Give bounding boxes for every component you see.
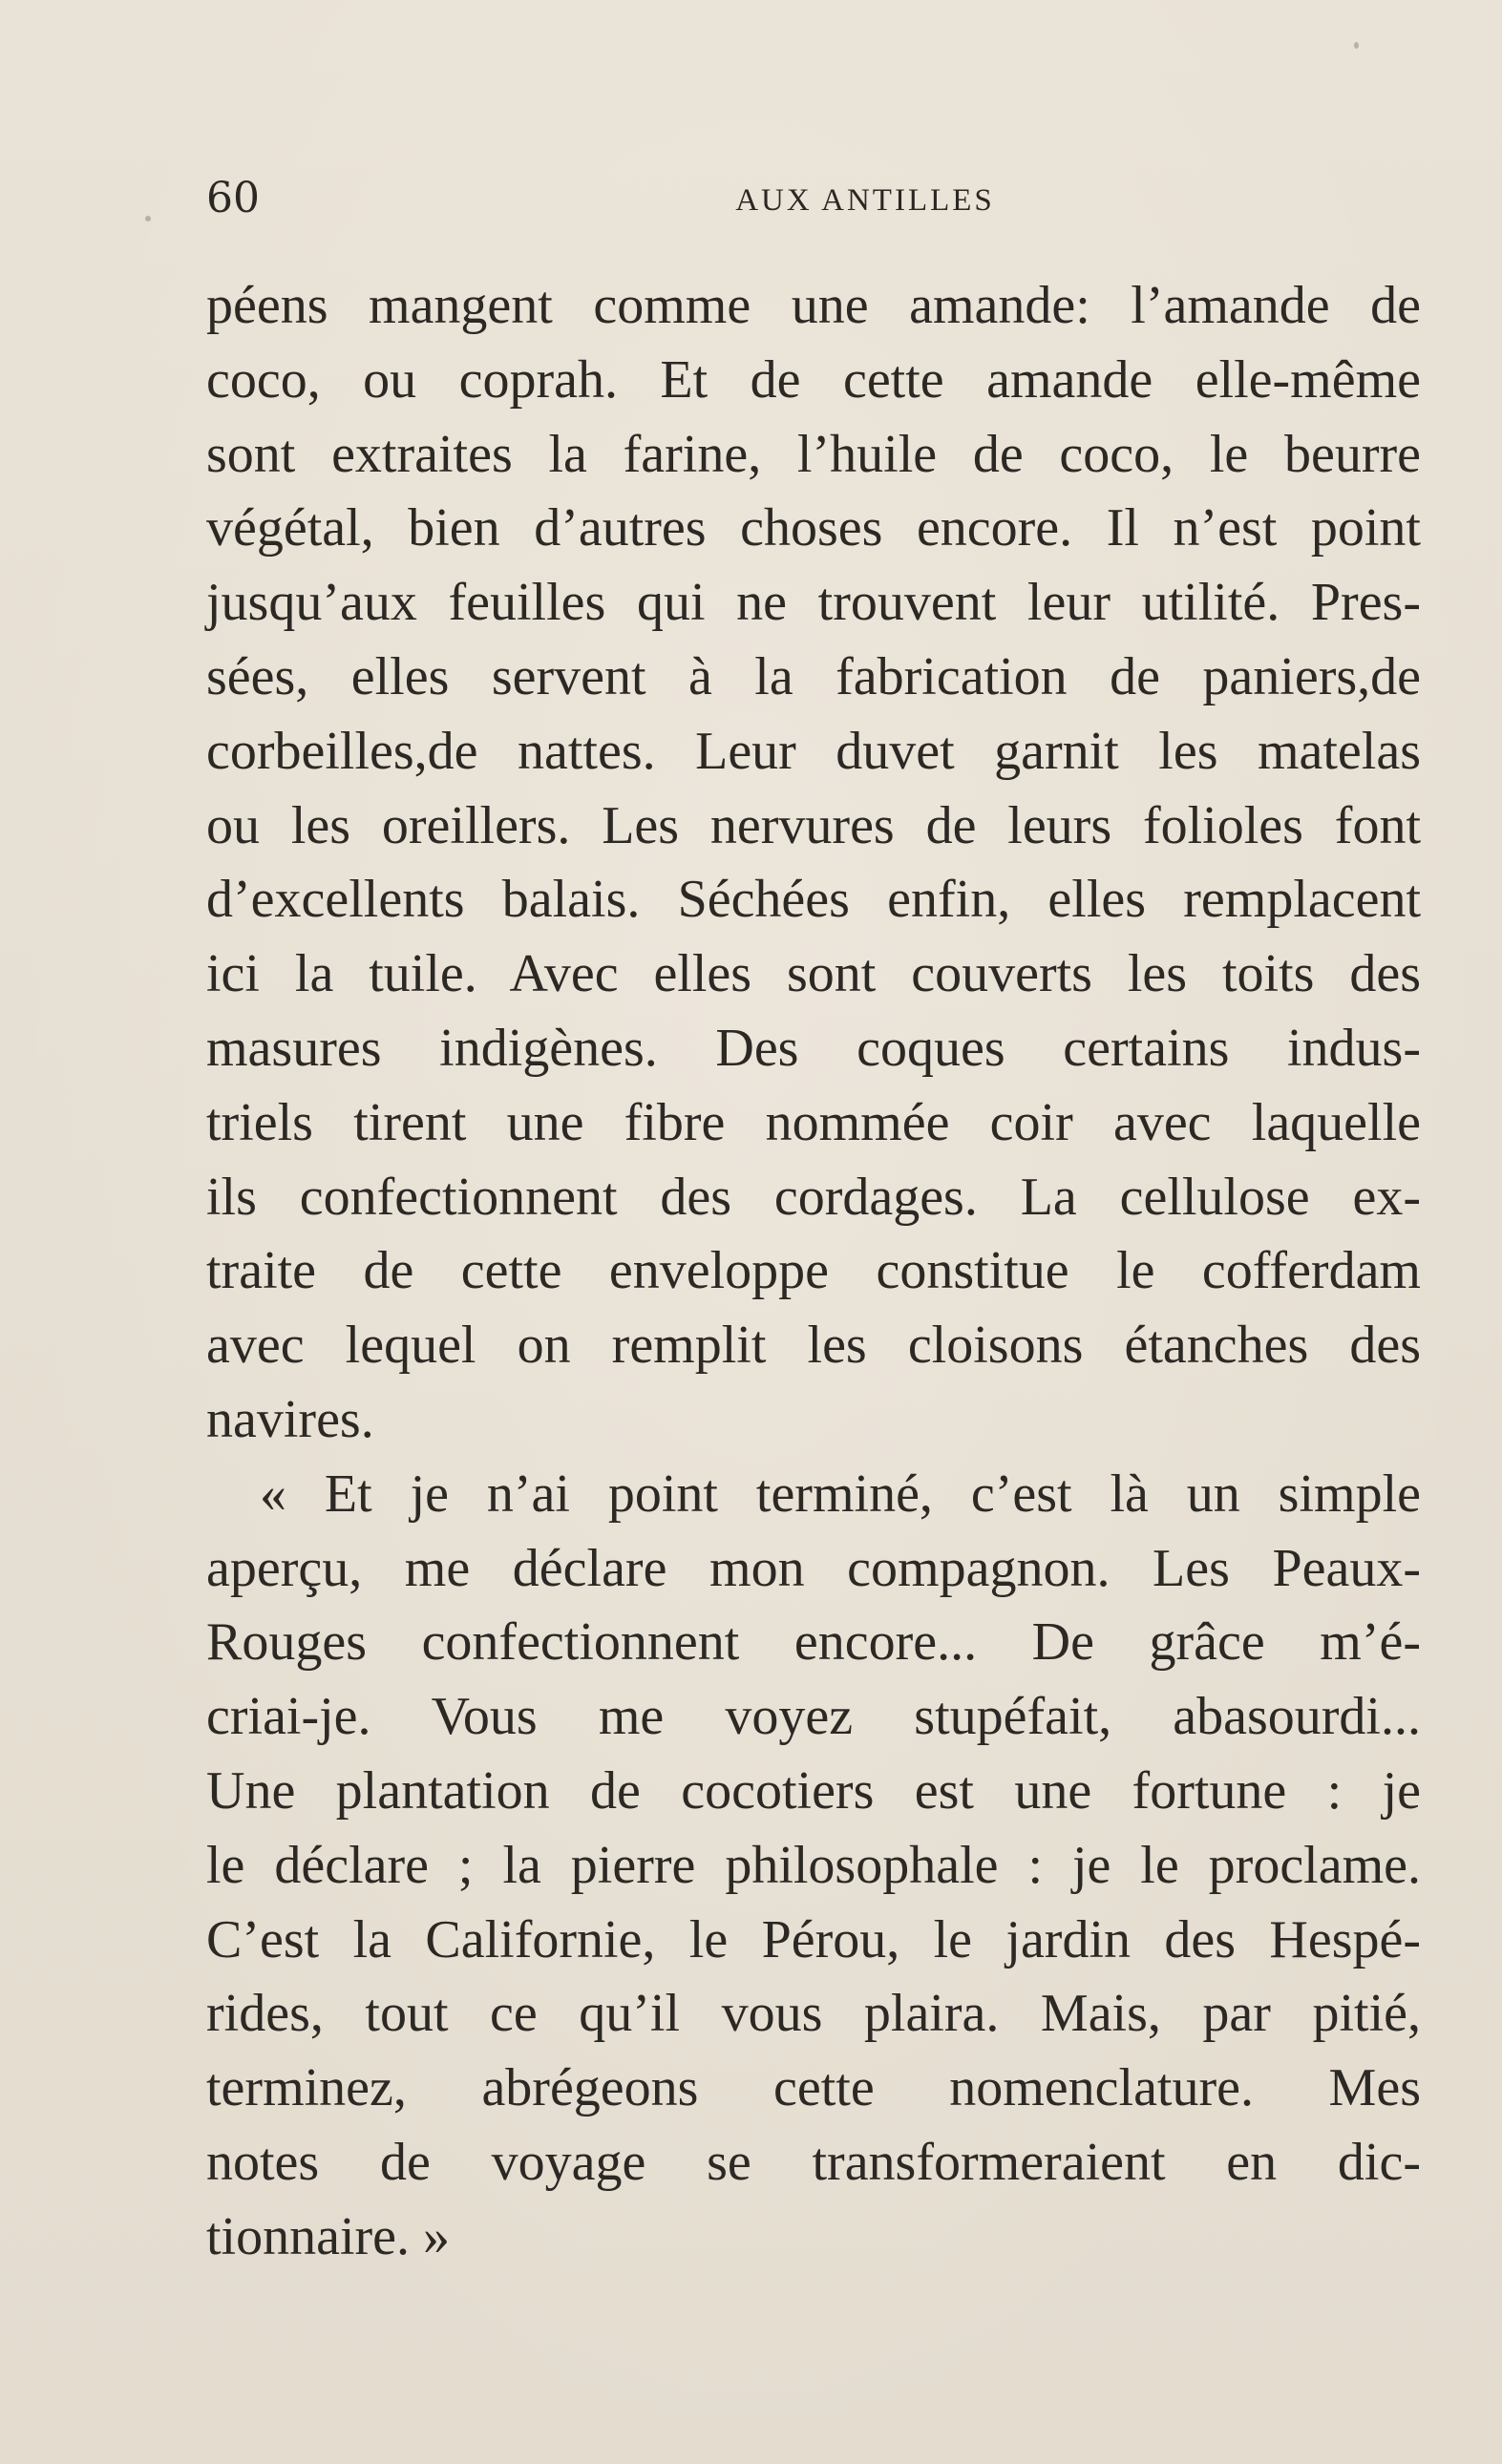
text-line: jusqu’aux feuilles qui ne trouvent leur utilité. Pres- [206, 573, 1421, 633]
running-title: AUX ANTILLES [735, 183, 995, 218]
paper-speck [1354, 42, 1359, 49]
text-line: Rouges confectionnent encore... De grâce m’é- [206, 1612, 1421, 1673]
text-line: masures indigènes. Des coques certains indus- [206, 1018, 1421, 1078]
text-line: ils confectionnent des cordages. La cellulose ex- [206, 1167, 1421, 1227]
text-line: sées, elles servent à la fabrication de paniers,de [206, 646, 1421, 706]
text-line: triels tirent une fibre nommée coir avec laquelle [206, 1092, 1421, 1152]
paper-speck [145, 216, 151, 221]
text-line: aperçu, me déclare mon compagnon. Les Peaux- [206, 1538, 1421, 1598]
text-line: Une plantation de cocotiers est une fortune : je [206, 1760, 1421, 1821]
body-text [206, 269, 1421, 2275]
page-header [206, 170, 1428, 227]
text-line: ici la tuile. Avec elles sont couverts les toits des [206, 944, 1421, 1004]
text-line: péens mangent comme une amande: l’amande de [206, 276, 1421, 335]
text-line: tionnaire. » [206, 2206, 451, 2266]
text-line: rides, tout ce qu’il vous plaira. Mais, par pitié, [206, 1984, 1421, 2044]
text-line: sont extraites la farine, l’huile de coco, le beurre [206, 424, 1421, 484]
text-line: avec lequel on remplit les cloisons étanches des [206, 1316, 1421, 1376]
text-line: terminez, abrégeons cette nomenclature. Mes [206, 2058, 1421, 2118]
text-line: « Et je n’ai point terminé, c’est là un simple [260, 1464, 1421, 1524]
text-line: C’est la Californie, le Pérou, le jardin des Hespé- [206, 1909, 1421, 1969]
text-line: coco, ou coprah. Et de cette amande elle-même [206, 349, 1421, 410]
page-number: 60 [206, 174, 260, 222]
text-line: notes de voyage se transformeraient en dic- [206, 2132, 1421, 2192]
text-line: traite de cette enveloppe constitue le cofferdam [206, 1241, 1421, 1301]
text-line: le déclare ; la pierre philosophale : je le proclame. [206, 1835, 1421, 1895]
text-line: végétal, bien d’autres choses encore. Il n’est point [206, 498, 1421, 558]
text-line: d’excellents balais. Séchées enfin, elles remplacent [206, 870, 1421, 930]
text-line: ou les oreillers. Les nervures de leurs folioles font [206, 795, 1421, 855]
text-line: navires. [206, 1389, 374, 1449]
text-line: corbeilles,de nattes. Leur duvet garnit les matelas [206, 721, 1421, 781]
text-line: criai-je. Vous me voyez stupéfait, abasourdi... [206, 1687, 1421, 1747]
